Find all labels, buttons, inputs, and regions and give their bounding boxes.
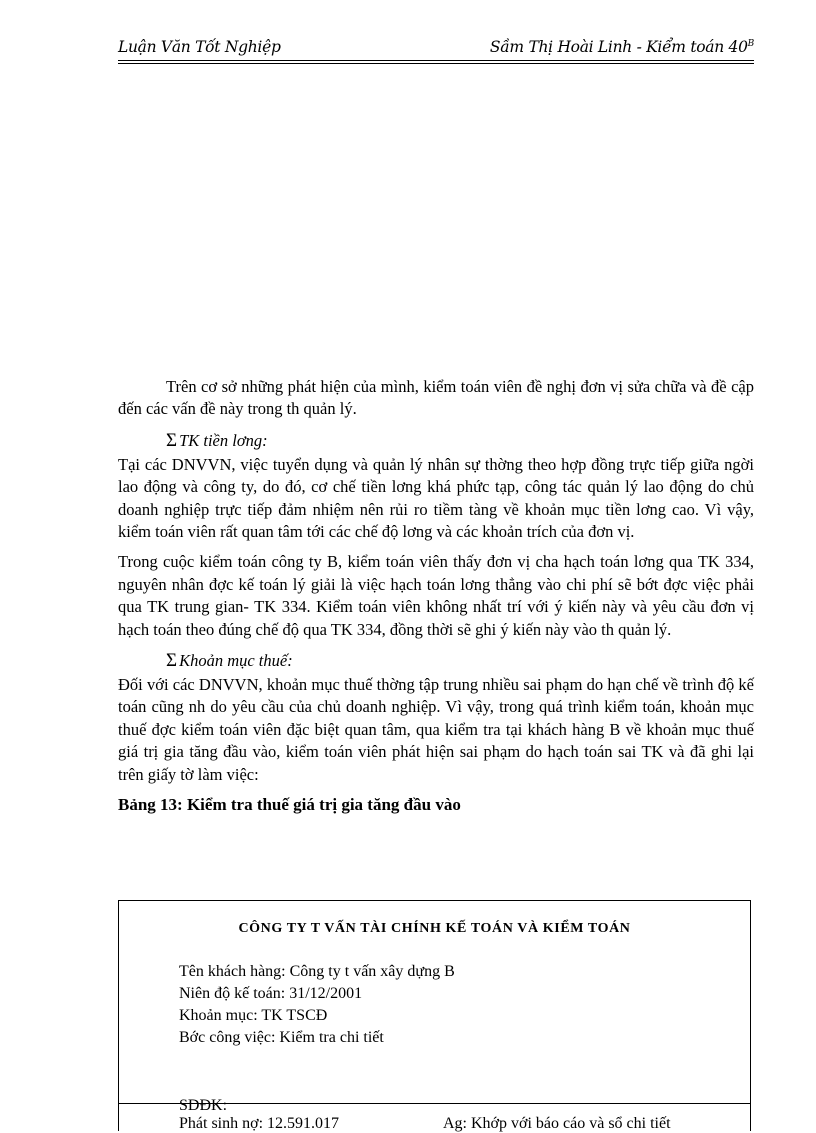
header-author: Sầm Thị Hoài Linh - Kiểm toán 40: [489, 38, 748, 56]
reconcile-note: Ag: Khớp với báo cáo và sổ chi tiết: [443, 1115, 671, 1132]
working-paper-box: [118, 900, 751, 1131]
working-paper-info: [179, 961, 455, 1049]
heading-tax-text: Khoản mục thuế:: [179, 651, 293, 671]
header-rule-top: [118, 60, 754, 61]
heading-salary: [166, 430, 754, 452]
page-header: [118, 38, 754, 62]
client-line: Tên khách hàng: Công ty t vấn xây dựng B: [179, 963, 455, 980]
table-title: Bảng 13: Kiểm tra thuế giá trị gia tăng đầu vào: [118, 795, 461, 815]
sigma-icon: Σ: [166, 650, 178, 672]
paragraph-recommendation: Trên cơ sở những phát hiện của mình, kiểm toán viên đề nghị đơn vị sửa chữa và đề cập đến các vấn đề này trong th quản lý.: [118, 377, 754, 419]
debit-arising: Phát sinh nợ: 12.591.017: [179, 1115, 340, 1132]
box-divider: [119, 1103, 750, 1104]
paragraph-audit-b: Trong cuộc kiểm toán công ty B, kiểm toán viên thấy đơn vị cha hạch toán lơng qua TK 334, nguyên nhân đợc kế toán lý giải là việc hạch toán lơng thẳng vào chi phí sẽ bớt đợc việc phải qua TK trung gian- TK 334. Kiểm toán viên không nhất trí với ý kiến này và yêu cầu đơn vị hạch toán theo đúng chế độ qua TK 334, đồng thời sẽ ghi ý kiến này vào th quản lý.: [118, 552, 754, 639]
header-rule-bottom: [118, 63, 754, 64]
body-text: [118, 376, 754, 816]
heading-tax: [166, 650, 754, 672]
item-line: Khoản mục: TK TSCĐ: [179, 1007, 328, 1024]
period-line: Niên độ kế toán: 31/12/2001: [179, 985, 363, 1002]
header-left: Luận Văn Tốt Nghiệp: [118, 38, 281, 56]
heading-salary-text: TK tiền lơng:: [179, 430, 268, 450]
header-right: [490, 38, 754, 56]
company-name: CÔNG TY T VẤN TÀI CHÍNH KẾ TOÁN VÀ KIỂM TOÁN: [238, 921, 631, 936]
paragraph-tax: Đối với các DNVVN, khoản mục thuế thờng tập trung nhiều sai phạm do hạn chế về trình độ kế toán cũng nh do yêu cầu của chủ doanh nghiệp. Vì vậy, trong quá trình kiểm toán, khoản mục thuế đợc kiểm toán viên đặc biệt quan tâm, qua kiểm tra tại khách hàng B về khoản mục thuế giá trị gia tăng đầu vào, kiểm toán viên phát hiện sai phạm do hạch toán sai TK và đã ghi lại trên giấy tờ làm việc:: [118, 675, 754, 784]
paragraph-salary: Tại các DNVVN, việc tuyển dụng và quản lý nhân sự thờng theo hợp đồng trực tiếp giữa ngời lao động và công ty, do đó, cơ chế tiền lơng khá phức tạp, công tác quản lý lao động do chủ doanh nghiệp trực tiếp đảm nhiệm nên rủi ro tiềm tàng về khoản mục tiền lơng cao. Vì vậy, kiểm toán viên rất quan tâm tới các chế độ lơng và các khoản trích của đơn vị.: [118, 454, 754, 542]
header-sup: B: [747, 38, 754, 49]
opening-balance-label: SDĐK:: [179, 1097, 228, 1114]
step-line: Bớc công việc: Kiểm tra chi tiết: [179, 1029, 384, 1046]
sigma-icon: Σ: [166, 429, 178, 451]
